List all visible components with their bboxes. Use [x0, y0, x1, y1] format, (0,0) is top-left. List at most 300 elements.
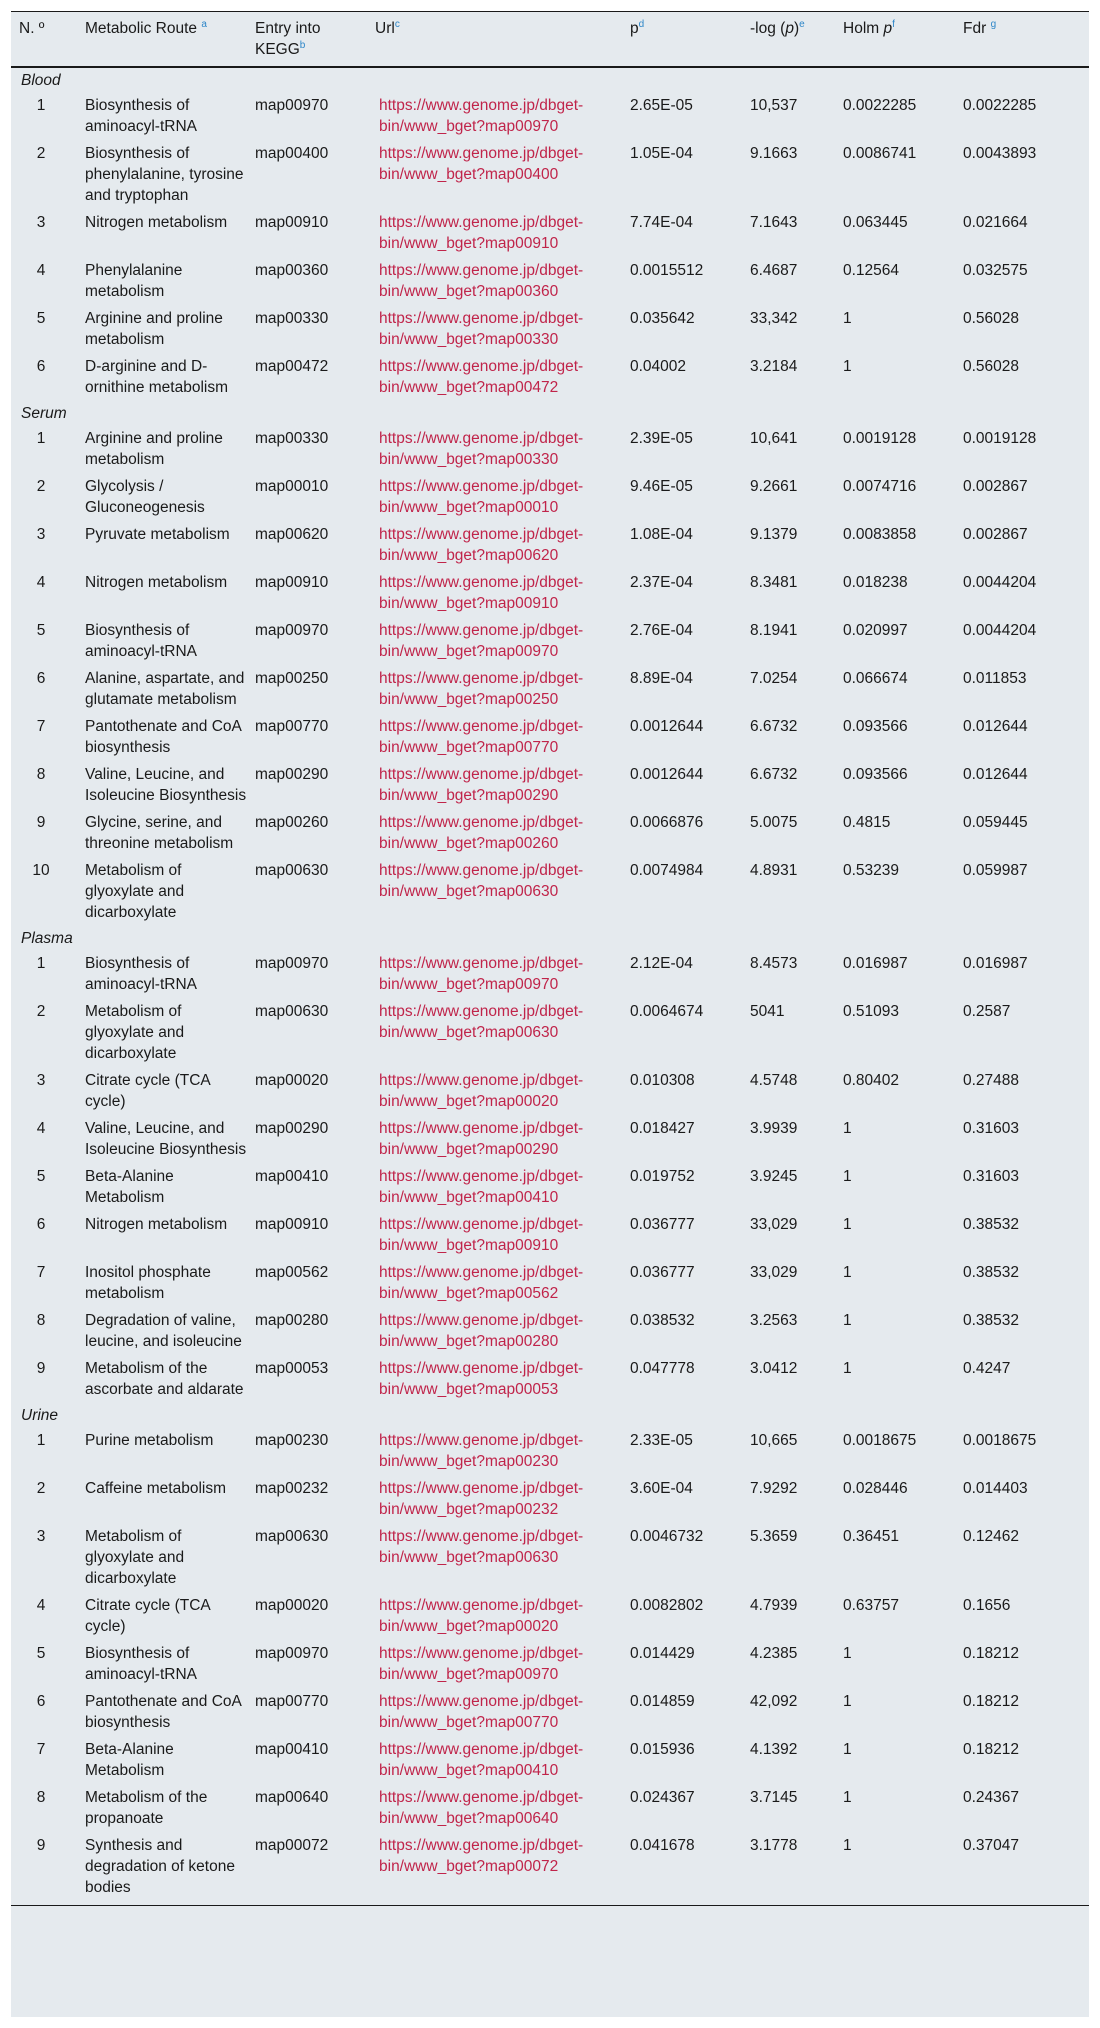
holm-p: 1 — [843, 1264, 852, 1281]
neg-log-p: 6.4687 — [750, 262, 798, 279]
metabolic-route: Citrate cycle (TCA cycle) — [85, 1072, 210, 1110]
p-value: 0.019752 — [630, 1168, 695, 1185]
holm-p: 0.80402 — [843, 1072, 900, 1089]
metabolic-route: Nitrogen metabolism — [85, 1216, 228, 1233]
fdr-value: 0.016987 — [963, 955, 1028, 972]
fdr-value: 0.1656 — [963, 1597, 1011, 1614]
holm-p: 1 — [843, 1360, 852, 1377]
table-row — [11, 425, 1089, 473]
row-number: 3 — [36, 214, 46, 231]
table-panel — [11, 11, 1089, 2017]
table-row — [11, 1523, 1089, 1592]
row-number: 7 — [36, 718, 46, 735]
table-row — [11, 1427, 1089, 1475]
row-number: 8 — [36, 1789, 46, 1806]
kegg-url-link[interactable]: https://www.genome.jp/dbget-bin/www_bget?map00410 — [379, 1168, 584, 1206]
kegg-entry: map00400 — [255, 145, 329, 162]
kegg-url-link[interactable]: https://www.genome.jp/dbget-bin/www_bget?map00053 — [379, 1360, 584, 1398]
kegg-url-link[interactable]: https://www.genome.jp/dbget-bin/www_bget?map00400 — [379, 145, 584, 183]
fdr-value: 0.0044204 — [963, 622, 1037, 639]
metabolic-route: Nitrogen metabolism — [85, 574, 228, 591]
kegg-url-link[interactable]: https://www.genome.jp/dbget-bin/www_bget?map00250 — [379, 670, 584, 708]
holm-p: 0.36451 — [843, 1528, 900, 1545]
p-value: 0.04002 — [630, 358, 687, 375]
fdr-value: 0.059987 — [963, 862, 1028, 879]
table-row — [11, 209, 1089, 257]
holm-p: 0.12564 — [843, 262, 900, 279]
header-route: Metabolic Route $^a$ — [81, 12, 251, 68]
p-value: 0.015936 — [630, 1741, 695, 1758]
metabolic-route: Metabolism of glyoxylate and dicarboxylate — [85, 1003, 185, 1062]
table-row — [11, 950, 1089, 998]
holm-p: 0.093566 — [843, 766, 908, 783]
section-title: Plasma — [21, 930, 73, 947]
neg-log-p: 8.3481 — [750, 574, 798, 591]
p-value: 0.010308 — [630, 1072, 695, 1089]
metabolic-route: Caffeine metabolism — [85, 1480, 227, 1497]
kegg-entry: map00260 — [255, 814, 329, 831]
row-number: 2 — [36, 1480, 46, 1497]
table-row — [11, 1688, 1089, 1736]
kegg-entry: map00053 — [255, 1360, 329, 1377]
row-number: 1 — [36, 955, 46, 972]
kegg-url-link[interactable]: https://www.genome.jp/dbget-bin/www_bget?map00630 — [379, 1528, 584, 1566]
neg-log-p: 5.3659 — [750, 1528, 798, 1545]
row-number: 1 — [36, 430, 46, 447]
fdr-value: 0.24367 — [963, 1789, 1020, 1806]
neg-log-p: 8.4573 — [750, 955, 798, 972]
row-number: 3 — [36, 1072, 46, 1089]
row-number: 5 — [36, 1168, 46, 1185]
row-number: 2 — [36, 1003, 46, 1020]
kegg-entry: map00230 — [255, 1432, 329, 1449]
kegg-url-link[interactable]: https://www.genome.jp/dbget-bin/www_bget?map00472 — [379, 358, 584, 396]
row-number: 4 — [36, 1597, 46, 1614]
metabolic-routes-table — [11, 11, 1089, 1906]
kegg-url-link[interactable]: https://www.genome.jp/dbget-bin/www_bget?map00970 — [379, 97, 584, 135]
table-row — [11, 521, 1089, 569]
neg-log-p: 7.9292 — [750, 1480, 798, 1497]
kegg-url-link[interactable]: https://www.genome.jp/dbget-bin/www_bget?map00910 — [379, 574, 584, 612]
neg-log-p: 9.1379 — [750, 526, 798, 543]
fdr-value: 0.002867 — [963, 478, 1028, 495]
row-number: 9 — [36, 814, 46, 831]
neg-log-p: 3.9245 — [750, 1168, 798, 1185]
kegg-url-link[interactable]: https://www.genome.jp/dbget-bin/www_bget?map00620 — [379, 526, 584, 564]
p-value: 1.08E-04 — [630, 526, 693, 543]
row-number: 4 — [36, 1120, 46, 1137]
row-number: 5 — [36, 310, 46, 327]
neg-log-p: 7.1643 — [750, 214, 798, 231]
neg-log-p: 10,641 — [750, 430, 798, 447]
header-entry: Entry into KEGG$^b$ — [251, 12, 371, 68]
fdr-value: 0.38532 — [963, 1264, 1020, 1281]
fdr-value: 0.011853 — [963, 670, 1027, 687]
row-number: 4 — [36, 262, 46, 279]
table-row — [11, 1211, 1089, 1259]
section-title: Urine — [21, 1407, 59, 1424]
neg-log-p: 10,537 — [750, 97, 798, 114]
header-logp: -log $(p)^e$ — [746, 12, 839, 68]
header-p: $p^d$ — [626, 12, 746, 68]
row-number: 7 — [36, 1741, 46, 1758]
fdr-value: 0.31603 — [963, 1120, 1020, 1137]
kegg-entry: map00640 — [255, 1789, 329, 1806]
holm-p: 0.093566 — [843, 718, 908, 735]
holm-p: 1 — [843, 1645, 852, 1662]
header-holm: Holm $p^f$ — [839, 12, 959, 68]
metabolic-route: Alanine, aspartate, and glutamate metabolism — [85, 670, 245, 708]
neg-log-p: 4.5748 — [750, 1072, 798, 1089]
p-value: 7.74E-04 — [630, 214, 693, 231]
holm-p: 1 — [843, 1837, 852, 1854]
table-row — [11, 998, 1089, 1067]
kegg-entry: map00630 — [255, 1528, 329, 1545]
holm-p: 0.0018675 — [843, 1432, 917, 1449]
fdr-value: 0.002867 — [963, 526, 1028, 543]
kegg-url-link[interactable]: https://www.genome.jp/dbget-bin/www_bget?map00630 — [379, 1003, 584, 1041]
row-number: 7 — [36, 1264, 46, 1281]
table-row — [11, 761, 1089, 809]
kegg-url-link[interactable]: https://www.genome.jp/dbget-bin/www_bget?map00410 — [379, 1741, 584, 1779]
table-row — [11, 569, 1089, 617]
kegg-url-link[interactable]: https://www.genome.jp/dbget-bin/www_bget?map00330 — [379, 430, 584, 468]
kegg-url-link[interactable]: https://www.genome.jp/dbget-bin/www_bget?map00910 — [379, 1216, 584, 1254]
kegg-entry: map00970 — [255, 622, 329, 639]
p-value: 2.76E-04 — [630, 622, 693, 639]
kegg-entry: map00410 — [255, 1168, 329, 1185]
kegg-url-link[interactable]: https://www.genome.jp/dbget-bin/www_bget?map00020 — [379, 1597, 584, 1635]
holm-p: 0.0086741 — [843, 145, 917, 162]
table-row — [11, 1163, 1089, 1211]
metabolic-route: Beta-Alanine Metabolism — [85, 1741, 174, 1779]
kegg-url-link[interactable]: https://www.genome.jp/dbget-bin/www_bget?map00010 — [379, 478, 584, 516]
row-number: 2 — [36, 478, 46, 495]
neg-log-p: 4.8931 — [750, 862, 798, 879]
kegg-entry: map00770 — [255, 1693, 329, 1710]
fdr-value: 0.38532 — [963, 1312, 1020, 1329]
metabolic-route: Pyruvate metabolism — [85, 526, 230, 543]
p-value: 0.047778 — [630, 1360, 695, 1377]
row-number: 5 — [36, 1645, 46, 1662]
p-value: 2.33E-05 — [630, 1432, 693, 1449]
kegg-entry: map00290 — [255, 766, 329, 783]
holm-p: 0.063445 — [843, 214, 908, 231]
neg-log-p: 33,029 — [750, 1264, 798, 1281]
fdr-value: 0.4247 — [963, 1360, 1011, 1377]
table-row — [11, 353, 1089, 401]
neg-log-p: 9.2661 — [750, 478, 798, 495]
metabolic-route: Glycolysis / Gluconeogenesis — [85, 478, 205, 516]
neg-log-p: 3.2563 — [750, 1312, 798, 1329]
p-value: 2.12E-04 — [630, 955, 693, 972]
section-header-row — [11, 926, 1089, 950]
neg-log-p: 3.9939 — [750, 1120, 798, 1137]
row-number: 6 — [36, 670, 46, 687]
kegg-entry: map00970 — [255, 1645, 329, 1662]
table-row — [11, 305, 1089, 353]
metabolic-route: Citrate cycle (TCA cycle) — [85, 1597, 210, 1635]
fdr-value: 0.0019128 — [963, 430, 1037, 447]
p-value: 0.0015512 — [630, 262, 704, 279]
kegg-entry: map00472 — [255, 358, 329, 375]
header-fdr: Fdr $^g$ — [959, 12, 1089, 68]
kegg-entry: map00290 — [255, 1120, 329, 1137]
holm-p: 0.020997 — [843, 622, 908, 639]
kegg-url-link[interactable]: https://www.genome.jp/dbget-bin/www_bget?map00910 — [379, 214, 584, 252]
kegg-url-link[interactable]: https://www.genome.jp/dbget-bin/www_bget?map00020 — [379, 1072, 584, 1110]
fdr-value: 0.0043893 — [963, 145, 1037, 162]
metabolic-route: Pantothenate and CoA biosynthesis — [85, 718, 241, 756]
row-number: 9 — [36, 1360, 46, 1377]
p-value: 0.018427 — [630, 1120, 695, 1137]
table-row — [11, 1832, 1089, 1901]
kegg-entry: map00020 — [255, 1597, 329, 1614]
metabolic-route: Inositol phosphate metabolism — [85, 1264, 211, 1302]
kegg-entry: map00232 — [255, 1480, 329, 1497]
kegg-url-link[interactable]: https://www.genome.jp/dbget-bin/www_bget?map00290 — [379, 766, 584, 804]
kegg-entry: map00630 — [255, 862, 329, 879]
fdr-value: 0.012644 — [963, 766, 1028, 783]
table-body — [11, 67, 1089, 1906]
fdr-value: 0.0044204 — [963, 574, 1037, 591]
section-header-row — [11, 401, 1089, 425]
p-value: 0.0012644 — [630, 718, 704, 735]
table-row — [11, 140, 1089, 209]
neg-log-p: 6.6732 — [750, 766, 798, 783]
neg-log-p: 4.1392 — [750, 1741, 798, 1758]
holm-p: 0.0019128 — [843, 430, 917, 447]
kegg-entry: map00330 — [255, 430, 329, 447]
header-row — [11, 12, 1089, 68]
row-number: 3 — [36, 526, 46, 543]
neg-log-p: 4.7939 — [750, 1597, 798, 1614]
metabolic-route: Valine, Leucine, and Isoleucine Biosynthesis — [85, 766, 247, 804]
fdr-value: 0.021664 — [963, 214, 1028, 231]
kegg-url-link[interactable]: https://www.genome.jp/dbget-bin/www_bget?map00230 — [379, 1432, 584, 1470]
p-value: 2.39E-05 — [630, 430, 693, 447]
kegg-url-link[interactable]: https://www.genome.jp/dbget-bin/www_bget?map00970 — [379, 1645, 584, 1683]
holm-p: 0.51093 — [843, 1003, 900, 1020]
section-header-row — [11, 1403, 1089, 1427]
kegg-entry: map00020 — [255, 1072, 329, 1089]
holm-p: 0.0022285 — [843, 97, 917, 114]
metabolic-route: Arginine and proline metabolism — [85, 310, 223, 348]
table-row — [11, 1067, 1089, 1115]
metabolic-route: Valine, Leucine, and Isoleucine Biosynthesis — [85, 1120, 247, 1158]
kegg-entry: map00970 — [255, 955, 329, 972]
neg-log-p: 3.1778 — [750, 1837, 798, 1854]
neg-log-p: 10,665 — [750, 1432, 798, 1449]
p-value: 0.041678 — [630, 1837, 695, 1854]
table-row — [11, 1307, 1089, 1355]
metabolic-route: Degradation of valine, leucine, and isoleucine — [85, 1312, 242, 1350]
kegg-url-link[interactable]: https://www.genome.jp/dbget-bin/www_bget?map00770 — [379, 1693, 584, 1731]
kegg-entry: map00620 — [255, 526, 329, 543]
p-value: 1.05E-04 — [630, 145, 693, 162]
p-value: 0.024367 — [630, 1789, 695, 1806]
p-value: 0.035642 — [630, 310, 695, 327]
kegg-entry: map00910 — [255, 1216, 329, 1233]
kegg-entry: map00072 — [255, 1837, 329, 1854]
metabolic-route: Biosynthesis of phenylalanine, tyrosine and tryptophan — [85, 145, 244, 204]
row-number: 3 — [36, 1528, 46, 1545]
p-value: 0.036777 — [630, 1264, 695, 1281]
fdr-value: 0.18212 — [963, 1645, 1020, 1662]
holm-p: 1 — [843, 1693, 852, 1710]
p-value: 0.036777 — [630, 1216, 695, 1233]
p-value: 0.0012644 — [630, 766, 704, 783]
table-row — [11, 1115, 1089, 1163]
neg-log-p: 8.1941 — [750, 622, 798, 639]
fdr-value: 0.0018675 — [963, 1432, 1037, 1449]
metabolic-route: Metabolism of glyoxylate and dicarboxylate — [85, 1528, 185, 1587]
kegg-entry: map00630 — [255, 1003, 329, 1020]
kegg-url-link[interactable]: https://www.genome.jp/dbget-bin/www_bget?map00260 — [379, 814, 584, 852]
row-number: 6 — [36, 1693, 46, 1710]
kegg-entry: map00360 — [255, 262, 329, 279]
metabolic-route: Pantothenate and CoA biosynthesis — [85, 1693, 241, 1731]
metabolic-route: Metabolism of the propanoate — [85, 1789, 208, 1827]
header-num: N. º — [11, 12, 81, 68]
p-value: 0.0074984 — [630, 862, 704, 879]
row-number: 2 — [36, 145, 46, 162]
kegg-url-link[interactable]: https://www.genome.jp/dbget-bin/www_bget?map00970 — [379, 955, 584, 993]
fdr-value: 0.18212 — [963, 1741, 1020, 1758]
kegg-entry: map00770 — [255, 718, 329, 735]
table-row — [11, 1592, 1089, 1640]
neg-log-p: 33,342 — [750, 310, 798, 327]
table-row — [11, 92, 1089, 140]
fdr-value: 0.27488 — [963, 1072, 1020, 1089]
metabolic-route: Biosynthesis of aminoacyl-tRNA — [85, 97, 197, 135]
table-row — [11, 1784, 1089, 1832]
metabolic-route: Glycine, serine, and threonine metabolism — [85, 814, 234, 852]
kegg-url-link[interactable]: https://www.genome.jp/dbget-bin/www_bget?map00232 — [379, 1480, 584, 1518]
metabolic-route: Arginine and proline metabolism — [85, 430, 223, 468]
holm-p: 1 — [843, 358, 852, 375]
neg-log-p: 5.0075 — [750, 814, 798, 831]
holm-p: 0.4815 — [843, 814, 891, 831]
kegg-url-link[interactable]: https://www.genome.jp/dbget-bin/www_bget?map00072 — [379, 1837, 584, 1875]
row-number: 8 — [36, 1312, 46, 1329]
kegg-url-link[interactable]: https://www.genome.jp/dbget-bin/www_bget?map00770 — [379, 718, 584, 756]
holm-p: 0.53239 — [843, 862, 900, 879]
table-row — [11, 1640, 1089, 1688]
table-row — [11, 1736, 1089, 1784]
holm-p: 0.016987 — [843, 955, 908, 972]
p-value: 8.89E-04 — [630, 670, 693, 687]
holm-p: 0.0083858 — [843, 526, 917, 543]
row-number: 9 — [36, 1837, 46, 1854]
holm-p: 0.63757 — [843, 1597, 900, 1614]
metabolic-route: Synthesis and degradation of ketone bodies — [85, 1837, 235, 1896]
p-value: 2.37E-04 — [630, 574, 693, 591]
metabolic-route: Metabolism of glyoxylate and dicarboxylate — [85, 862, 185, 921]
kegg-entry: map00910 — [255, 214, 329, 231]
table-row — [11, 257, 1089, 305]
kegg-entry: map00330 — [255, 310, 329, 327]
fdr-value: 0.31603 — [963, 1168, 1020, 1185]
metabolic-route: Biosynthesis of aminoacyl-tRNA — [85, 955, 197, 993]
fdr-value: 0.014403 — [963, 1480, 1028, 1497]
fdr-value: 0.38532 — [963, 1216, 1020, 1233]
table-row — [11, 1355, 1089, 1403]
table-row — [11, 857, 1089, 926]
neg-log-p: 4.2385 — [750, 1645, 798, 1662]
table-row — [11, 713, 1089, 761]
kegg-entry: map00280 — [255, 1312, 329, 1329]
row-number: 10 — [32, 862, 50, 879]
p-value: 0.038532 — [630, 1312, 695, 1329]
kegg-url-link[interactable]: https://www.genome.jp/dbget-bin/www_bget?map00290 — [379, 1120, 584, 1158]
table-row — [11, 665, 1089, 713]
metabolic-route: Biosynthesis of aminoacyl-tRNA — [85, 1645, 197, 1683]
holm-p: 0.0074716 — [843, 478, 917, 495]
fdr-value: 0.56028 — [963, 310, 1020, 327]
bottom-rule — [11, 1901, 1089, 1906]
table-row — [11, 617, 1089, 665]
metabolic-route: Phenylalanine metabolism — [85, 262, 183, 300]
section-header-row — [11, 67, 1089, 92]
fdr-value: 0.37047 — [963, 1837, 1020, 1854]
table-row — [11, 809, 1089, 857]
holm-p: 0.066674 — [843, 670, 908, 687]
fdr-value: 0.2587 — [963, 1003, 1011, 1020]
kegg-url-link[interactable]: https://www.genome.jp/dbget-bin/www_bget?map00630 — [379, 862, 584, 900]
holm-p: 1 — [843, 310, 852, 327]
table-row — [11, 473, 1089, 521]
kegg-url-link[interactable]: https://www.genome.jp/dbget-bin/www_bget?map00280 — [379, 1312, 584, 1350]
p-value: 9.46E-05 — [630, 478, 693, 495]
header-url: Url$^c$ — [371, 12, 626, 68]
holm-p: 1 — [843, 1168, 852, 1185]
holm-p: 1 — [843, 1312, 852, 1329]
table-row — [11, 1259, 1089, 1307]
p-value: 0.014429 — [630, 1645, 695, 1662]
neg-log-p: 6.6732 — [750, 718, 798, 735]
kegg-url-link[interactable]: https://www.genome.jp/dbget-bin/www_bget?map00360 — [379, 262, 584, 300]
holm-p: 1 — [843, 1216, 852, 1233]
section-title: Blood — [21, 72, 61, 89]
neg-log-p: 5041 — [750, 1003, 785, 1020]
section-title: Serum — [21, 405, 67, 422]
neg-log-p: 3.7145 — [750, 1789, 798, 1806]
neg-log-p: 42,092 — [750, 1693, 798, 1710]
fdr-value: 0.56028 — [963, 358, 1020, 375]
bottom-rule-cell — [11, 1901, 1089, 1906]
kegg-entry: map00910 — [255, 574, 329, 591]
neg-log-p: 33,029 — [750, 1216, 798, 1233]
row-number: 8 — [36, 766, 46, 783]
metabolic-route: Purine metabolism — [85, 1432, 214, 1449]
kegg-url-link[interactable]: https://www.genome.jp/dbget-bin/www_bget?map00640 — [379, 1789, 584, 1827]
kegg-url-link[interactable]: https://www.genome.jp/dbget-bin/www_bget?map00970 — [379, 622, 584, 660]
holm-p: 0.018238 — [843, 574, 908, 591]
holm-p: 1 — [843, 1789, 852, 1806]
neg-log-p: 3.0412 — [750, 1360, 798, 1377]
kegg-entry: map00250 — [255, 670, 329, 687]
kegg-entry: map00010 — [255, 478, 329, 495]
kegg-entry: map00410 — [255, 1741, 329, 1758]
p-value: 0.014859 — [630, 1693, 695, 1710]
neg-log-p: 7.0254 — [750, 670, 798, 687]
metabolic-route: Beta-Alanine Metabolism — [85, 1168, 174, 1206]
kegg-url-link[interactable]: https://www.genome.jp/dbget-bin/www_bget?map00562 — [379, 1264, 584, 1302]
kegg-url-link[interactable]: https://www.genome.jp/dbget-bin/www_bget?map00330 — [379, 310, 584, 348]
fdr-value: 0.12462 — [963, 1528, 1020, 1545]
fdr-value: 0.0022285 — [963, 97, 1037, 114]
